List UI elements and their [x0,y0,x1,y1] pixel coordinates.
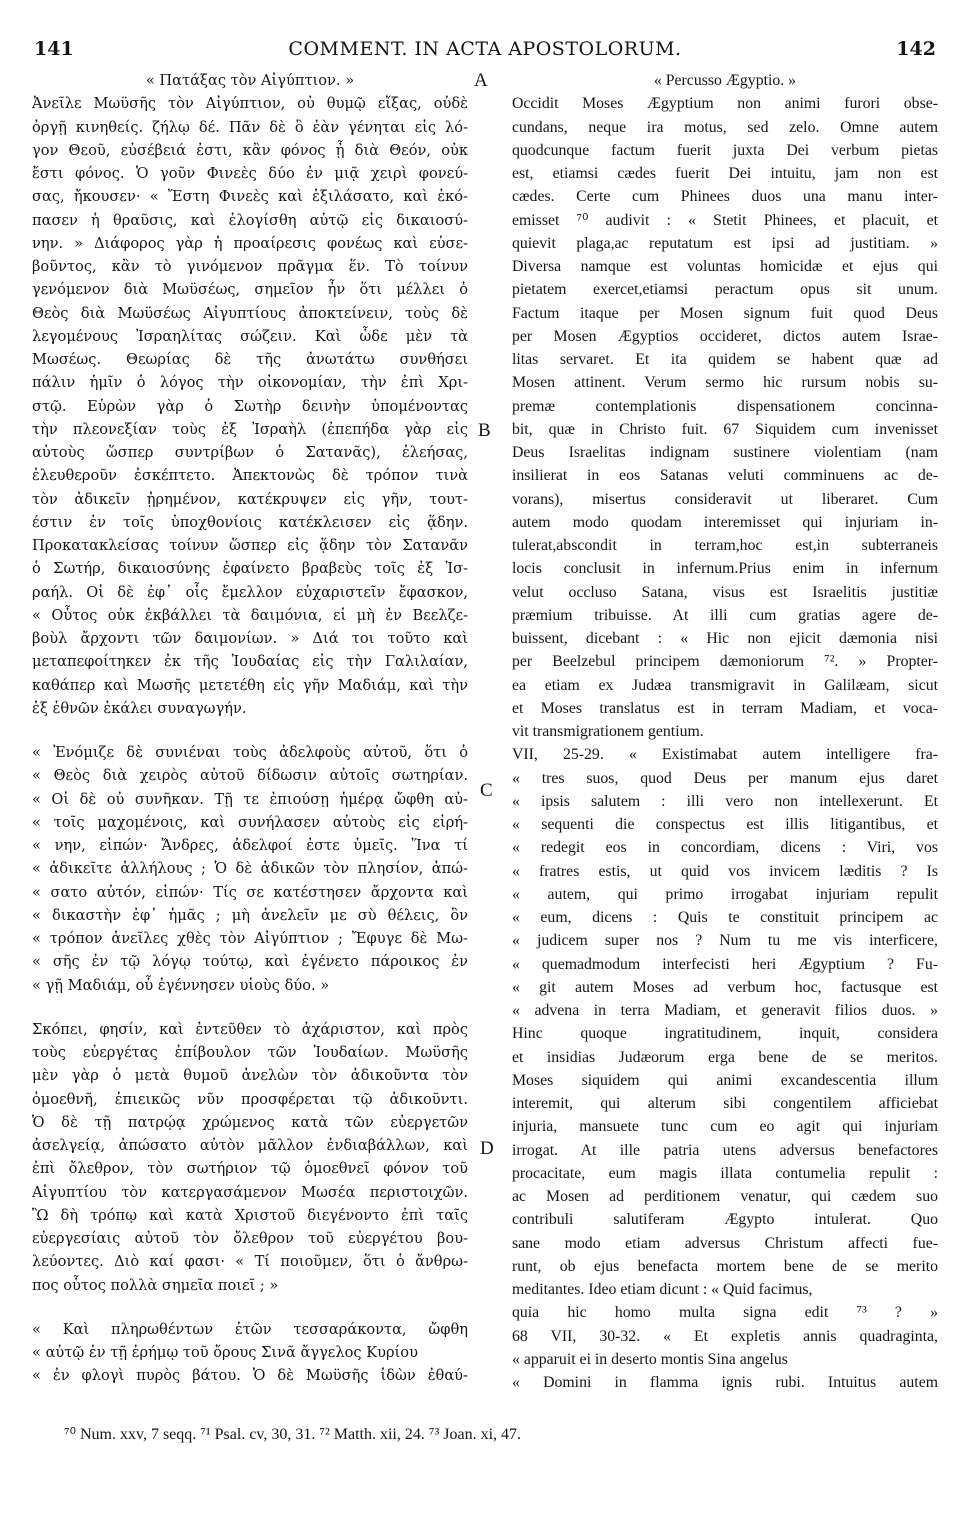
section-marker-c: C [480,780,493,801]
latin-text-line: « ipsis salutem : illi vero non intellexerunt. Et [512,792,938,810]
greek-text-line: καθάπερ καὶ Μωσῆς μετετέθη εἰς γῆν Μαδιάμ, καὶ τὴν [32,676,468,694]
greek-text-line: ἐλευθεροῦν ἐσκέπτετο. Ἀπεκτονὼς δὲ τρόπον τινὰ [32,467,468,485]
greek-text-line: σας, ἤκουσεν· « Ἔστη Φινεὲς καὶ ἐξιλάσατο, καὶ ἐκό- [32,188,468,206]
latin-text-line: bit, quæ in Christo fuit. 67 Siquidem cum invenisset [512,420,938,438]
greek-text-line: « ἀδικεῖτε ἀλλήλους ; Ὁ δὲ ἀδικῶν τὸν πλησίον, ἀπώ- [32,860,468,878]
latin-text-line: « quemadmodum interfecisti heri Ægyptium ? Fu- [512,955,938,973]
latin-text-line: Mosen attinent. Verum sermo hic rursum nobis su- [512,374,938,392]
greek-text-line: Σκόπει, φησίν, καὶ ἐντεῦθεν τὸ ἀχάριστον, καὶ πρὸς [32,1020,468,1038]
latin-text-line: « Domini in flamma ignis rubi. Intuitus autem [512,1374,938,1391]
latin-text-line: ea etiam ex Judæa transmigravit in Galilæam, sicut [512,676,938,694]
section-marker-d: D [480,1138,494,1159]
greek-text-line: « Οἱ δὲ οὐ συνῆκαν. Τῇ τε ἐπιούσῃ ἡμέρᾳ ὤφθη αὐ- [32,790,468,808]
greek-text-line: μεταπεφοίτηκεν ἐκ τῆς Ἰουδαίας εἰς τὴν Γαλιλαίαν, [32,653,468,671]
greek-text-line: « ἐν φλογὶ πυρὸς βάτου. Ὁ δὲ Μωϋσῆς ἰδὼν ἐθαύ- [32,1367,468,1385]
latin-text-line: Moses siquidem qui animi excandescentia illum [512,1071,938,1089]
greek-text-line: στῷ. Εὑρὼν γὰρ ὁ Σωτὴρ δεινὴν ὑπομένοντας [32,397,468,415]
latin-text-line: « Percusso Ægyptio. » [653,72,797,89]
greek-text-line: Μωσέως. Θεωρίας δὲ τῆς ἀνωτάτω συνθήσει [32,351,468,368]
running-header [34,38,936,68]
greek-text-line: γον Θεοῦ, εὐσέβειά ἐστι, κἂν φόνος ᾖ διὰ Θεόν, οὐκ [32,141,468,159]
greek-text-line: πος οὗτος πολλὰ σημεῖα ποιεῖ ; » [32,1276,279,1294]
latin-text-line: meditantes. Ideo etiam dicunt : « Quid facimus, [512,1281,813,1298]
greek-text-line: « σῆς ἐν τῷ λόγῳ τούτῳ, καὶ ἐγένετο πάροικος ἐν [32,953,468,971]
greek-text-line: μὲν γὰρ ὁ μετὰ θυμοῦ ἀνελὼν τὸν ἀδικοῦντα τὸν [32,1067,468,1085]
latin-text-line: « tres suos, quod Deus per manum ejus daret [512,769,938,787]
latin-text-line: per Mosen Ægyptios occideret, dictos autem Israe- [512,327,938,345]
greek-text-line: « τοῖς μαχομένοις, καὶ συνήλασεν αὐτοὺς εἰς εἰρή- [32,813,468,831]
greek-text-line: βοὺλ ἄρχοντι τῶν δαιμονίων. » Διά τοι τοῦτο καὶ [32,630,468,647]
latin-text-line: litas servaret. Et ita quidem se habent quæ ad [512,351,938,368]
greek-text-line: πασεν ἡ θραῦσις, καὶ ἐλογίσθη αὐτῷ εἰς δικαιοσύ- [32,211,468,229]
greek-paragraph-gap [32,997,468,1018]
greek-column [32,69,468,1388]
latin-text-line: et Moses translatus est in terram Madiam, et voca- [512,699,938,717]
latin-text-line: cundans, neque ira motus, sed zelo. Omne autem [512,118,938,136]
latin-text-line: « apparuit ei in deserto montis Sina angelus [512,1350,788,1368]
greek-text-line: « γῇ Μαδιάμ, οὗ ἐγέννησεν υἱοὺς δύο. » [32,976,330,994]
greek-text-line: γενόμενον διὰ Μωϋσέως, σημεῖον ἦν ὅτι μέλλει ὁ [32,281,468,299]
greek-text-line: « Πατάξας τὸν Αἰγύπτιον. » [145,72,355,89]
latin-column [512,69,938,1394]
greek-text-line: εὐεργεσίαις αὐτοῦ τὸν ὄλεθρον τοῦ εὐεργέτου βου- [32,1230,468,1247]
section-marker-b: B [478,420,491,441]
latin-text-line: pietatem exercet,etiamsi peractum opus sit unum. [512,281,938,299]
latin-text-line: 68 VII, 30-32. « Et expletis annis quadraginta, [512,1327,938,1345]
latin-text-line: vorans), misertus consideravit ut liberaret. Cum [512,490,938,508]
latin-text-line: buissent, dicebant : « Hic non ejicit dæmonia nisi [512,630,938,647]
greek-paragraph-gap [32,720,468,741]
latin-text-line: vit transmigrationem gentium. [512,723,704,740]
latin-text-line: contribuli salutiferam Ægypto intulerat. Quo [512,1211,938,1229]
greek-paragraph-gap [32,1297,468,1318]
latin-text-line: insilierat in eos Satanas veluti comminuens ac de- [512,467,938,485]
latin-text-line: procacitate, eum magis illata contumelia repulit : [512,1164,938,1182]
greek-text-line: λεύοντες. Διὸ καί φασι· « Τί ποιοῦμεν, ὅτι ὁ ἄνθρω- [32,1253,468,1271]
latin-text-line: Hinc quoque ingratitudinem, inquit, considera [512,1025,938,1043]
greek-text-line: « τρόπον ἀνεῖλες χθὲς τὸν Αἰγύπτιον ; Ἔφυγε δὲ Μω- [32,930,468,947]
latin-text-line: « git autem Moses ad verbum hoc, factusque est [512,978,938,996]
greek-text-line: Αἰγυπτίου τὸν κατεργασάμενον Μωσέα περιστοιχῶν. [32,1183,468,1201]
latin-text-line: cædes. Certe cum Phinees duos una manu inter- [512,188,938,206]
greek-text-line: « δικαστὴν ἐφ᾽ ἡμᾶς ; μὴ ἀνελεῖν με σὺ θέλεις, ὃν [32,906,468,924]
greek-text-line: τὸν ἀδικεῖν ᾑρημένον, κατέκρυψεν εἰς γῆν, τουτ- [32,490,468,508]
latin-text-line: irrogat. At ille patria utens adversus benefactores [512,1141,938,1159]
latin-text-line: per Beelzebul principem dæmoniorum ⁷². » Propter- [512,653,938,671]
greek-text-line: ἔστι φόνος. Ὁ γοῦν Φινεὲς δύο ἐν μιᾷ χειρὶ φονεύ- [32,165,468,182]
greek-text-line: έστιν ἐν τοῖς ὑποχθονίοις κατέκλεισεν εἰς ᾅδην. [32,513,468,531]
latin-text-line: autem modo quodam interemisset qui injuriam in- [512,513,938,531]
greek-text-line: Ὁ δὲ τῇ πατρῴᾳ χρώμενος κατὰ τῶν εὐεργετῶν [32,1113,468,1131]
greek-text-line: ραήλ. Οἱ δὲ ἐφ᾽ οἷς ἔμελλον εὐχαριστεῖν ἔφασκον, [32,583,468,601]
latin-text-line: injuria, mansuete tunc cum eo agit qui injuriam [512,1118,938,1136]
greek-text-line: « Οὗτος οὐκ ἐκβάλλει τὰ δαιμόνια, εἰ μὴ ἐν Βεελζε- [32,606,468,624]
page-number-right: 142 [896,38,936,60]
greek-text-line: « Καὶ πληρωθέντων ἐτῶν τεσσαράκοντα, ὤφθη [32,1320,468,1338]
greek-text-line: ὀργῇ κινηθείς. ζήλῳ δέ. Πᾶν δὲ ὃ ἐὰν γένηται εἰς λό- [32,118,468,136]
footnotes: ⁷⁰ Num. xxv, 7 seqq. ⁷¹ Psal. cv, 30, 31. ⁷² Matth. xii, 24. ⁷³ Joan. xi, 47. [64,1426,522,1443]
greek-text-line: πάλιν ἡμῖν ὁ λόγος τὴν οἰκονομίαν, τὴν ἐπὶ Χρι- [32,374,468,392]
latin-text-line: est, etiamsi cædes fuerit Dei intuitu, jam non est [512,165,938,182]
latin-text-line: sane modo etiam adversus Christum affecti fue- [512,1234,938,1252]
greek-text-line: « Θεὸς διὰ χειρὸς αὐτοῦ δίδωσιν αὐτοῖς σωτηρίαν. [32,767,468,785]
greek-text-line: νην. » Διάφορος γὰρ ἡ προαίρεσις φονέως καὶ εὐσε- [32,234,468,252]
latin-text-line: « eum, dicens : Quis te constituit principem ac [512,909,938,926]
greek-text-line: αὐτοὺς ὥσπερ συντρίβων ὁ Σατανᾶς), ἐλεήσας, [32,444,468,461]
latin-text-line: runt, ob ejus benefacta mortem bene de se merito [512,1257,938,1275]
latin-text-line: « advena in terra Madiam, et generavit filios duos. » [512,1002,938,1019]
greek-text-line: « αὐτῷ ἐν τῇ ἐρήμῳ τοῦ ὄρους Σινᾶ ἄγγελος Κυρίου [32,1344,418,1361]
latin-text-line: quievit plaga,ac reputatum est ipsi ad justitiam. » [512,234,938,252]
greek-text-line: τὴν πλεονεξίαν τοὺς ἐξ Ἰσραὴλ (ἐπεπήδα γὰρ εἰς [32,420,468,438]
latin-text-line: tulerat,abscondit in terram,hoc est,in subterraneis [512,537,938,554]
latin-text-line: et insidias Judæorum erga bene de se meritos. [512,1048,938,1066]
latin-text-line: Occidit Moses Ægyptium non animi furori obse- [512,95,938,113]
page-number-left: 141 [34,38,74,60]
latin-text-line: Diversa namque est voluntas homicidæ et ejus qui [512,258,938,275]
greek-text-line: ὁ Σωτήρ, δικαιοσύνης ἐφαίνετο βραβεὺς τοῖς ἐξ Ἰσ- [32,560,468,578]
latin-text-line: ac Mosen ad perditionem venatur, qui cædem suo [512,1188,938,1205]
greek-text-line: τοὺς εὐεργέτας ἐπίβουλον τῶν Ἰουδαίων. Μωϋσῆς [32,1044,468,1061]
greek-text-line: « Ἐνόμιζε δὲ συνιέναι τοὺς ἀδελφοὺς αὐτοῦ, ὅτι ὁ [32,744,468,761]
latin-text-line: « redegit eos in concordiam, dicens : Viri, vos [512,839,938,857]
latin-text-line: Deus Israelitas indignam sustinere violentiam (nam [512,444,938,461]
latin-text-line: quia hic homo multa signa edit ⁷³ ? » [512,1304,938,1322]
latin-text-line: VII, 25-29. « Existimabat autem intelligere fra- [512,746,938,764]
latin-text-line: « sequenti die conspectus est illis litigantibus, et [512,816,938,833]
greek-text-line: Ἀνεῖλε Μωϋσῆς τὸν Αἰγύπτιον, οὐ θυμῷ εἴξας, οὐδὲ [32,95,468,113]
greek-text-line: ὁμοεθνῆ, ἐπιεικῶς νῦν προσφέρεται τῷ ἀδικοῦντι. [32,1090,468,1108]
latin-text-line: « autem, qui primo irrogabat injuriam repulit [512,885,938,903]
greek-text-line: Θεὸς διὰ Μωϋσέως Αἰγυπτίους ἀποκτείνειν, τοὺς δὲ [32,304,468,322]
latin-text-line: quodcunque factum fuerit juxta Dei verbum pietas [512,141,938,159]
latin-text-line: « fratres estis, ut quid vos invicem læditis ? Is [512,862,938,880]
latin-text-line: « judicem super nos ? Num tu me vis interficere, [512,932,938,950]
section-marker-a: A [474,70,488,91]
greek-text-line: ἐξ ἐθνῶν ἐκάλει συναγωγήν. [32,699,247,717]
latin-text-line: velut occluso Satana, visus est Israelitis justitiæ [512,583,938,601]
greek-text-line: ἀσελγείᾳ, ἀπώσατο αὐτὸν μᾶλλον ἐνδιαβάλλων, καὶ [32,1137,468,1154]
greek-text-line: βοῦντος, κἂν τὸ γινόμενον πρᾶγμα ἕν. Τὸ τοίνυν [32,258,468,275]
greek-text-line: λεγομένους Ἰσραηλίτας σώζειν. Καὶ ὧδε μὲν τὰ [32,327,468,345]
greek-text-line: Προκατακλείσας τοίνυν ὥσπερ εἰς ᾅδην τὸν Σατανᾶν [32,537,468,554]
greek-text-line: ἐπὶ ὄλεθρον, τὸν σωτήριον τῷ ὁμοεθνεῖ φόνον τοῦ [32,1160,468,1178]
latin-text-line: Factum itaque per Mosen signum fuit quod Deus [512,304,938,322]
latin-text-line: locis conclusit in infernum.Prius enim in infernum [512,560,938,578]
greek-text-line: « νην, εἰπών· Ἄνδρες, ἀδελφοί ἐστε ὑμεῖς. Ἵνα τί [32,837,468,854]
greek-text-line: Ὢ δὴ τρόπῳ καὶ κατὰ Χριστοῦ διεγένοντο ἐπὶ ταῖς [32,1206,468,1224]
greek-text-line: « σατο αὐτόν, εἰπών· Τίς σε κατέστησεν ἄρχοντα καὶ [32,883,468,901]
latin-text-line: emisset ⁷⁰ audivit : « Stetit Phinees, et placuit, et [512,211,938,229]
latin-text-line: premæ contemplationis dispensationem concinna- [512,397,938,415]
latin-text-line: præmium tribuisse. At illi cum gratias agere de- [512,606,938,624]
latin-text-line: interemit, qui alterum sibi congentilem afficiebat [512,1095,938,1112]
running-title: COMMENT. IN ACTA APOSTOLORUM. [288,38,682,60]
